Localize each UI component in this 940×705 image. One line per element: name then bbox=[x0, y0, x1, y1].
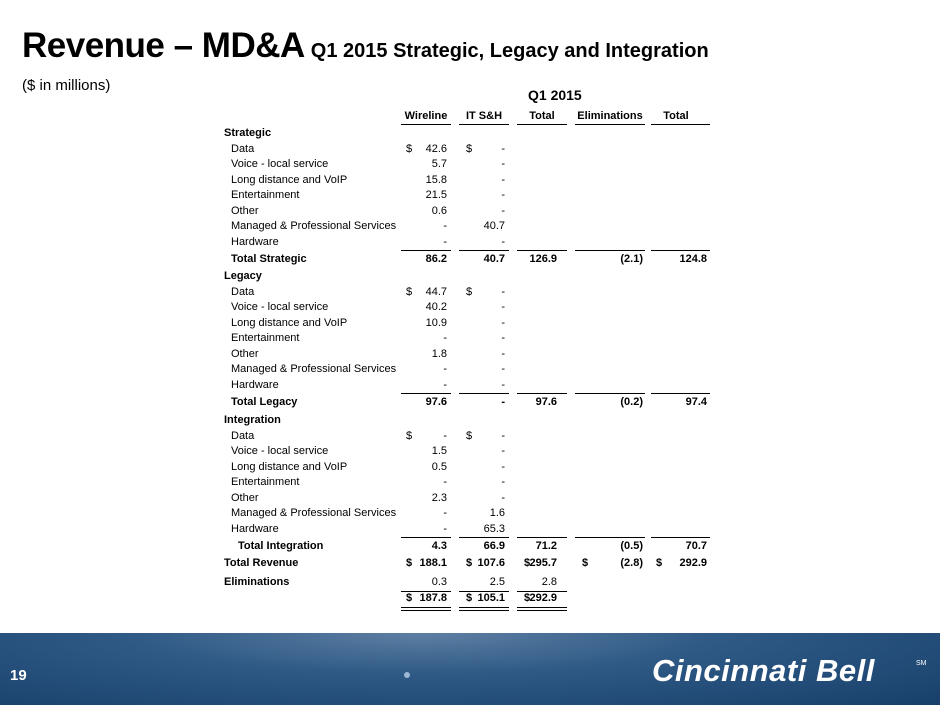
cell-wireline: 40.2 bbox=[425, 301, 447, 313]
total-grand: 124.8 bbox=[679, 253, 707, 265]
cell-wireline: 2.3 bbox=[431, 491, 447, 504]
row-label: Long distance and VoIP bbox=[231, 460, 348, 473]
page-number: 19 bbox=[10, 667, 27, 684]
cell-its: 65.3 bbox=[483, 522, 505, 535]
cell-wireline: 1.5 bbox=[431, 445, 447, 457]
cell-its: - bbox=[501, 378, 505, 391]
cell-its: 1.6 bbox=[489, 507, 505, 519]
total-label-integration: Total Integration bbox=[238, 540, 324, 552]
subtotal-rule bbox=[651, 537, 710, 538]
cell-its: - bbox=[501, 204, 505, 217]
col-header-its: IT S&H bbox=[465, 110, 503, 122]
title-main: Revenue – MD&A bbox=[22, 26, 305, 65]
total-revenue-wireline: 188.1 bbox=[419, 557, 447, 569]
cell-wireline: - bbox=[443, 378, 447, 391]
subtotal-rule bbox=[459, 393, 509, 394]
col-header-grand-total: Total bbox=[663, 110, 689, 122]
eliminations-label: Eliminations bbox=[224, 576, 290, 588]
total-elim: (2.1) bbox=[620, 253, 643, 265]
total-its: 40.7 bbox=[483, 253, 505, 265]
currency-sign: $ bbox=[406, 429, 413, 442]
subtotal-rule bbox=[651, 393, 710, 394]
currency-sign: $ bbox=[466, 557, 473, 569]
total-revenue-its: 107.6 bbox=[477, 557, 505, 569]
currency-sign: $ bbox=[466, 592, 473, 604]
section-label-integration: Integration bbox=[224, 414, 281, 426]
subtotal-rule bbox=[459, 250, 509, 251]
subtotal-rule bbox=[575, 250, 645, 251]
row-label: Other bbox=[231, 204, 259, 217]
row-label: Long distance and VoIP bbox=[231, 173, 348, 186]
cell-wireline: 0.5 bbox=[431, 460, 447, 473]
currency-sign: $ bbox=[406, 592, 413, 604]
col-header-wireline: Wireline bbox=[404, 110, 448, 122]
total-wireline: 97.6 bbox=[425, 396, 447, 408]
col-header-eliminations: Eliminations bbox=[577, 110, 643, 122]
header-rule-its bbox=[459, 124, 509, 125]
subtotal-rule bbox=[517, 537, 567, 538]
cell-its: - bbox=[501, 460, 505, 473]
service-mark: SM bbox=[916, 660, 927, 667]
row-label: Other bbox=[231, 491, 259, 504]
subtotal-rule bbox=[517, 393, 567, 394]
total-total: 71.2 bbox=[535, 540, 557, 552]
subtotal-rule bbox=[401, 393, 451, 394]
cell-wireline: 15.8 bbox=[425, 173, 447, 186]
cell-wireline: 0.6 bbox=[431, 204, 447, 217]
eliminations-its: 2.5 bbox=[489, 576, 505, 588]
total-elim: (0.5) bbox=[620, 540, 643, 552]
row-label: Voice - local service bbox=[231, 445, 329, 457]
cell-its: - bbox=[501, 301, 505, 313]
row-label: Voice - local service bbox=[231, 301, 329, 313]
cell-its: - bbox=[501, 491, 505, 504]
currency-sign: $ bbox=[406, 142, 413, 155]
cell-wireline: - bbox=[443, 235, 447, 248]
slide-title bbox=[22, 26, 709, 66]
units-note: ($ in millions) bbox=[22, 77, 111, 94]
cell-wireline: - bbox=[443, 507, 447, 519]
row-label: Entertainment bbox=[231, 332, 300, 344]
row-label: Other bbox=[231, 347, 259, 360]
title-sub: Q1 2015 Strategic, Legacy and Integration bbox=[310, 40, 709, 62]
header-rule-grand bbox=[651, 124, 710, 125]
cell-wireline: 1.8 bbox=[431, 347, 447, 360]
currency-sign: $ bbox=[406, 557, 413, 569]
total-revenue-label: Total Revenue bbox=[224, 557, 299, 569]
row-label: Entertainment bbox=[231, 476, 300, 488]
section-label-legacy: Legacy bbox=[224, 270, 262, 282]
row-label: Managed & Professional Services bbox=[231, 363, 397, 375]
row-label: Managed & Professional Services bbox=[231, 507, 397, 519]
net-double-rule bbox=[401, 607, 451, 611]
cell-wireline: - bbox=[443, 522, 447, 535]
footer-dot bbox=[404, 672, 410, 678]
currency-sign: $ bbox=[524, 592, 531, 604]
currency-sign: $ bbox=[466, 429, 473, 442]
total-revenue-total: 295.7 bbox=[529, 557, 557, 569]
row-label: Hardware bbox=[231, 235, 279, 248]
period-header: Q1 2015 bbox=[528, 87, 582, 103]
cell-wireline: 44.7 bbox=[425, 285, 447, 298]
subtotal-rule bbox=[575, 537, 645, 538]
header-rule-elim bbox=[575, 124, 645, 125]
currency-sign: $ bbox=[466, 142, 473, 155]
subtotal-rule bbox=[651, 250, 710, 251]
cell-its: - bbox=[501, 332, 505, 344]
net-double-rule bbox=[517, 607, 567, 611]
cell-its: - bbox=[501, 285, 505, 298]
total-grand: 97.4 bbox=[685, 396, 707, 408]
total-label-strategic: Total Strategic bbox=[231, 253, 307, 265]
cell-its: - bbox=[501, 158, 505, 170]
subtotal-rule bbox=[401, 537, 451, 538]
row-label: Managed & Professional Services bbox=[231, 220, 397, 232]
cell-wireline: - bbox=[443, 220, 447, 232]
total-wireline: 86.2 bbox=[425, 253, 447, 265]
row-label: Data bbox=[231, 285, 255, 298]
company-logo: Cincinnati Bell bbox=[652, 653, 875, 688]
net-its: 105.1 bbox=[477, 592, 505, 604]
currency-sign: $ bbox=[466, 285, 473, 298]
cell-wireline: - bbox=[443, 429, 447, 442]
row-label: Data bbox=[231, 429, 255, 442]
header-rule-total bbox=[517, 124, 567, 125]
subtotal-rule bbox=[575, 393, 645, 394]
cell-wireline: 21.5 bbox=[425, 189, 447, 201]
header-rule-wireline bbox=[401, 124, 451, 125]
row-label: Entertainment bbox=[231, 189, 300, 201]
cell-its: - bbox=[501, 173, 505, 186]
cell-wireline: 42.6 bbox=[425, 142, 447, 155]
total-revenue-elim: (2.8) bbox=[620, 557, 643, 569]
currency-sign: $ bbox=[406, 285, 413, 298]
total-grand: 70.7 bbox=[685, 540, 707, 552]
cell-wireline: 10.9 bbox=[425, 316, 447, 329]
cell-its: - bbox=[501, 316, 505, 329]
cell-its: - bbox=[501, 445, 505, 457]
cell-its: - bbox=[501, 347, 505, 360]
row-label: Hardware bbox=[231, 522, 279, 535]
cell-wireline: - bbox=[443, 476, 447, 488]
total-its: - bbox=[501, 396, 505, 408]
cell-its: - bbox=[501, 189, 505, 201]
total-its: 66.9 bbox=[483, 540, 505, 552]
row-label: Voice - local service bbox=[231, 158, 329, 170]
currency-sign: $ bbox=[582, 557, 589, 569]
cell-its: - bbox=[501, 363, 505, 375]
net-double-rule bbox=[459, 607, 509, 611]
cell-its: - bbox=[501, 142, 505, 155]
section-label-strategic: Strategic bbox=[224, 127, 272, 139]
cell-its: - bbox=[501, 235, 505, 248]
eliminations-wireline: 0.3 bbox=[431, 576, 447, 588]
total-label-legacy: Total Legacy bbox=[231, 396, 298, 408]
net-total: 292.9 bbox=[529, 592, 557, 604]
total-total: 97.6 bbox=[535, 396, 557, 408]
row-label: Data bbox=[231, 142, 255, 155]
cell-wireline: - bbox=[443, 363, 447, 375]
cell-wireline: 5.7 bbox=[431, 158, 447, 170]
cell-its: 40.7 bbox=[483, 220, 505, 232]
cell-its: - bbox=[501, 429, 505, 442]
cell-its: - bbox=[501, 476, 505, 488]
eliminations-total: 2.8 bbox=[541, 576, 557, 588]
net-wireline: 187.8 bbox=[419, 592, 447, 604]
subtotal-rule bbox=[517, 250, 567, 251]
subtotal-rule bbox=[401, 250, 451, 251]
currency-sign: $ bbox=[524, 557, 531, 569]
row-label: Long distance and VoIP bbox=[231, 316, 348, 329]
total-total: 126.9 bbox=[529, 253, 557, 265]
row-label: Hardware bbox=[231, 378, 279, 391]
cell-wireline: - bbox=[443, 332, 447, 344]
subtotal-rule bbox=[459, 537, 509, 538]
col-header-total: Total bbox=[529, 110, 555, 122]
footer-bar bbox=[0, 633, 940, 705]
total-wireline: 4.3 bbox=[431, 540, 447, 552]
total-elim: (0.2) bbox=[620, 396, 643, 408]
total-revenue-grand: 292.9 bbox=[679, 557, 707, 569]
currency-sign: $ bbox=[656, 557, 663, 569]
